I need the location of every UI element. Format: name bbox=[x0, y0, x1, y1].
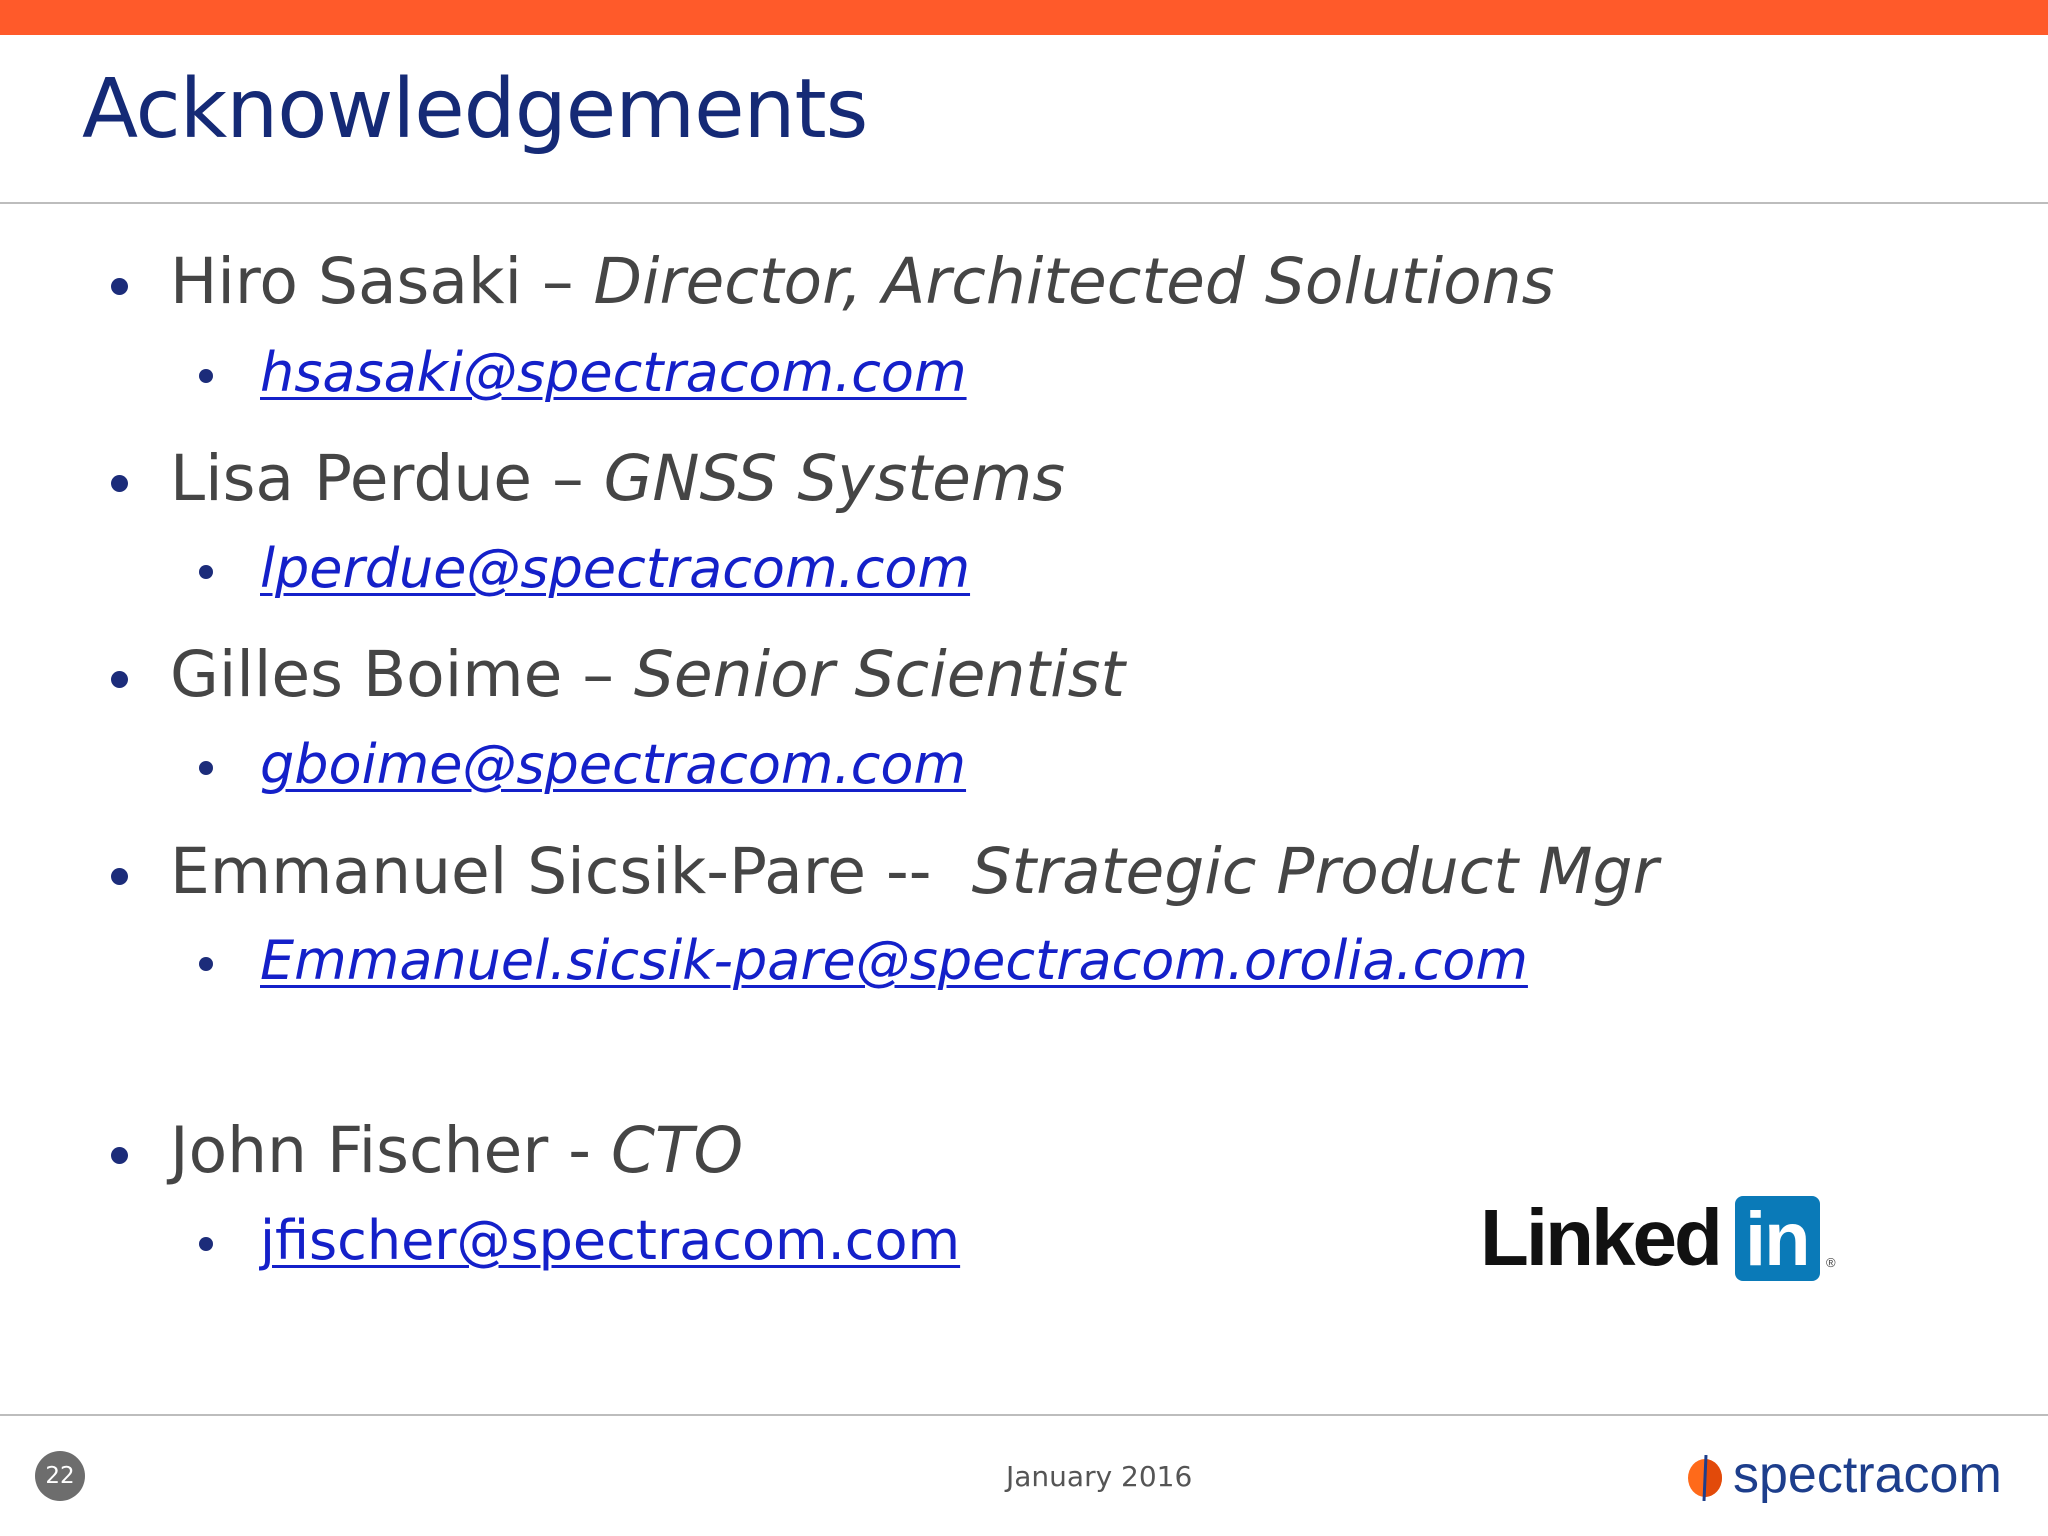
globe-logo-icon bbox=[1685, 1455, 1725, 1501]
registered-mark: ® bbox=[1826, 1255, 1836, 1270]
email-item bbox=[0, 929, 1900, 993]
person-line bbox=[170, 832, 1658, 912]
person-line bbox=[170, 1111, 743, 1191]
email-link[interactable]: lperdue@spectracom.com bbox=[260, 537, 971, 600]
sub-bullet-icon bbox=[199, 957, 213, 971]
email-item bbox=[0, 537, 1900, 601]
email-item bbox=[0, 341, 1900, 405]
page-number-badge: 22 bbox=[35, 1451, 85, 1501]
person-item bbox=[0, 1111, 1900, 1191]
person-role: CTO bbox=[611, 1114, 744, 1187]
title-divider bbox=[0, 202, 2048, 204]
sub-bullet-icon bbox=[199, 1237, 213, 1251]
sub-bullet-icon bbox=[199, 761, 213, 775]
footer-divider bbox=[0, 1414, 2048, 1416]
email-link[interactable]: hsasaki@spectracom.com bbox=[260, 341, 967, 404]
person-name: Gilles Boime bbox=[170, 638, 563, 711]
sub-bullet-icon bbox=[199, 369, 213, 383]
bullet-icon bbox=[111, 475, 128, 492]
person-name: Emmanuel Sicsik-Pare bbox=[170, 835, 867, 908]
person-line bbox=[170, 242, 1554, 322]
person-item bbox=[0, 832, 1900, 912]
bullet-icon bbox=[111, 671, 128, 688]
linkedin-badge-icon bbox=[1735, 1196, 1820, 1281]
person-name: Hiro Sasaki bbox=[170, 245, 522, 318]
person-role: Strategic Product Mgr bbox=[971, 835, 1659, 908]
person-separator: - bbox=[548, 1114, 612, 1187]
person-name: Lisa Perdue bbox=[170, 442, 533, 515]
linkedin-logo[interactable] bbox=[1480, 1193, 1840, 1283]
person-item bbox=[0, 242, 1900, 322]
person-separator: – bbox=[562, 638, 634, 711]
spectracom-logo bbox=[1685, 1440, 2025, 1510]
bullet-icon bbox=[111, 1147, 128, 1164]
person-line bbox=[170, 635, 1125, 715]
email-link[interactable]: Emmanuel.sicsik-pare@spectracom.orolia.com bbox=[260, 929, 1528, 992]
person-separator: – bbox=[521, 245, 594, 318]
person-role: Senior Scientist bbox=[633, 638, 1126, 711]
brand-name: spectracom bbox=[1733, 1446, 2002, 1504]
person-line bbox=[170, 439, 1065, 519]
linkedin-wordmark: Linked bbox=[1480, 1193, 1720, 1282]
person-role: GNSS Systems bbox=[603, 442, 1066, 515]
bullet-icon bbox=[111, 868, 128, 885]
linkedin-badge-text: in bbox=[1745, 1197, 1809, 1282]
person-role: Director, Architected Solutions bbox=[593, 245, 1555, 318]
email-link[interactable]: gboime@spectracom.com bbox=[260, 733, 967, 796]
email-item bbox=[0, 733, 1900, 797]
footer-date: January 2016 bbox=[1006, 1460, 1193, 1493]
person-separator: -- bbox=[866, 835, 972, 908]
slide-title: Acknowledgements bbox=[82, 62, 868, 157]
person-item bbox=[0, 439, 1900, 519]
email-link[interactable]: jfischer@spectracom.com bbox=[260, 1209, 961, 1272]
sub-bullet-icon bbox=[199, 565, 213, 579]
person-separator: – bbox=[532, 442, 604, 515]
person-name: John Fischer bbox=[170, 1114, 549, 1187]
bullet-icon bbox=[111, 278, 128, 295]
person-item bbox=[0, 635, 1900, 715]
top-accent-bar bbox=[0, 0, 2048, 35]
